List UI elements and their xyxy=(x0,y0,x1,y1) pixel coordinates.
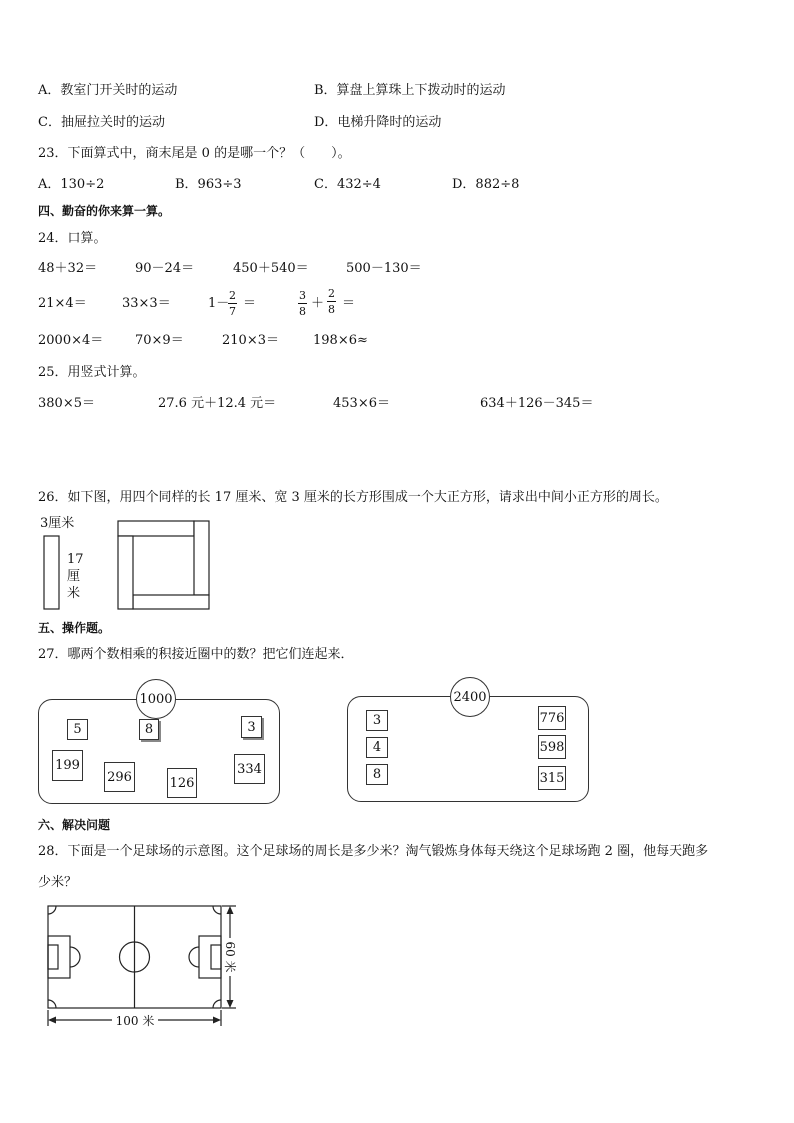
fraction-numerator: 3 xyxy=(299,289,306,302)
fraction-numerator: 2 xyxy=(328,287,335,300)
q25-expr: 27.6 元＋12.4 元＝ xyxy=(158,396,277,411)
q23-question: 23．下面算式中，商末尾是 0 的是哪一个？（ ）。 xyxy=(38,146,351,161)
q25-expr: 380×5＝ xyxy=(38,396,95,411)
q22-option-d: D．电梯升降时的运动 xyxy=(314,115,442,130)
target-circle-2400: 2400 xyxy=(450,677,490,717)
q24-title: 24．口算。 xyxy=(38,231,107,246)
number-box[interactable]: 8 xyxy=(366,764,388,785)
q24-expr-operator: ＋ xyxy=(311,296,325,311)
left-penalty-box xyxy=(48,936,70,978)
q26-length-label: 17 xyxy=(67,552,84,567)
section-heading-5: 五、操作题。 xyxy=(38,621,111,635)
q25-expr: 453×6＝ xyxy=(333,396,390,411)
number-box[interactable]: 5 xyxy=(67,719,88,740)
q24-expr: 21×4＝ xyxy=(38,296,87,311)
number-box[interactable]: 776 xyxy=(538,706,566,730)
number-box[interactable]: 296 xyxy=(104,762,135,792)
q26-length-label: 厘 xyxy=(67,569,81,584)
number-box[interactable]: 126 xyxy=(167,768,197,798)
q24-expr-suffix: ＝ xyxy=(342,296,356,311)
field-height-label: 60 米 xyxy=(223,941,237,973)
section-heading-6: 六、解决问题 xyxy=(38,818,111,832)
number-box[interactable]: 8 xyxy=(139,719,159,740)
q24-expr: 500－130＝ xyxy=(346,261,422,276)
q26-question: 26．如下图，用四个同样的长 17 厘米、宽 3 厘米的长方形围成一个大正方形，请求出中间小正方形的周长。 xyxy=(38,490,668,505)
corner-arc xyxy=(48,906,56,914)
left-penalty-arc xyxy=(70,947,80,967)
right-goal-box xyxy=(211,945,221,969)
q24-expr: 70×9＝ xyxy=(135,333,184,348)
q24-expr: 48＋32＝ xyxy=(38,261,98,276)
q27-question: 27．哪两个数相乘的积接近圈中的数？把它们连起来． xyxy=(38,647,354,662)
q23-option-d: D．882÷8 xyxy=(452,177,520,192)
q22-option-c: C．抽屉拉关时的运动 xyxy=(38,115,165,130)
fraction-numerator: 2 xyxy=(229,289,236,302)
arrow-head xyxy=(227,1000,234,1008)
number-box[interactable]: 3 xyxy=(366,710,388,731)
q23-option-a: A．130÷2 xyxy=(38,177,105,192)
fraction-denominator: 8 xyxy=(299,305,306,318)
arrow-head xyxy=(48,1017,56,1024)
q24-expr: 198×6≈ xyxy=(313,333,368,348)
target-circle-1000: 1000 xyxy=(136,679,176,719)
q24-expr: 2000×4＝ xyxy=(38,333,104,348)
arrow-head xyxy=(213,1017,221,1024)
q24-expr-suffix: ＝ xyxy=(243,296,257,311)
number-box[interactable]: 334 xyxy=(234,754,265,784)
corner-arc xyxy=(48,1000,56,1008)
q22-option-b: B．算盘上算珠上下拨动时的运动 xyxy=(314,83,506,98)
fraction-denominator: 7 xyxy=(229,305,236,318)
right-penalty-box xyxy=(199,936,221,978)
corner-arc xyxy=(213,1000,221,1008)
right-penalty-arc xyxy=(189,947,199,967)
number-box[interactable]: 598 xyxy=(538,735,566,759)
number-box[interactable]: 4 xyxy=(366,737,388,758)
q22-option-a: A．教室门开关时的运动 xyxy=(38,83,178,98)
section-heading-4: 四、勤奋的你来算一算。 xyxy=(38,204,171,218)
number-box[interactable]: 3 xyxy=(241,716,262,738)
q24-expr: 210×3＝ xyxy=(222,333,279,348)
q24-expr-prefix: 1－ xyxy=(208,296,230,311)
fraction-denominator: 8 xyxy=(328,303,335,316)
corner-arc xyxy=(213,906,221,914)
q25-title: 25．用竖式计算。 xyxy=(38,365,146,380)
number-box[interactable]: 315 xyxy=(538,766,566,790)
q24-expr: 33×3＝ xyxy=(122,296,171,311)
q24-expr: 90－24＝ xyxy=(135,261,195,276)
q26-width-label: 3厘米 xyxy=(40,516,75,531)
q23-option-b: B．963÷3 xyxy=(175,177,242,192)
arrow-head xyxy=(227,906,234,914)
field-width-label: 100 米 xyxy=(115,1014,155,1028)
left-goal-box xyxy=(48,945,58,969)
q28-question-line1: 28．下面是一个足球场的示意图。这个足球场的周长是多少米？淘气锻炼身体每天绕这个足球场跑 2 圈，他每天跑多 xyxy=(38,844,709,859)
q28-question-line2: 少米？ xyxy=(38,875,78,890)
q23-option-c: C．432÷4 xyxy=(314,177,381,192)
number-box[interactable]: 199 xyxy=(52,750,83,781)
q26-length-label: 米 xyxy=(67,586,81,601)
q25-expr: 634＋126－345＝ xyxy=(480,396,594,411)
q24-expr: 450＋540＝ xyxy=(233,261,309,276)
